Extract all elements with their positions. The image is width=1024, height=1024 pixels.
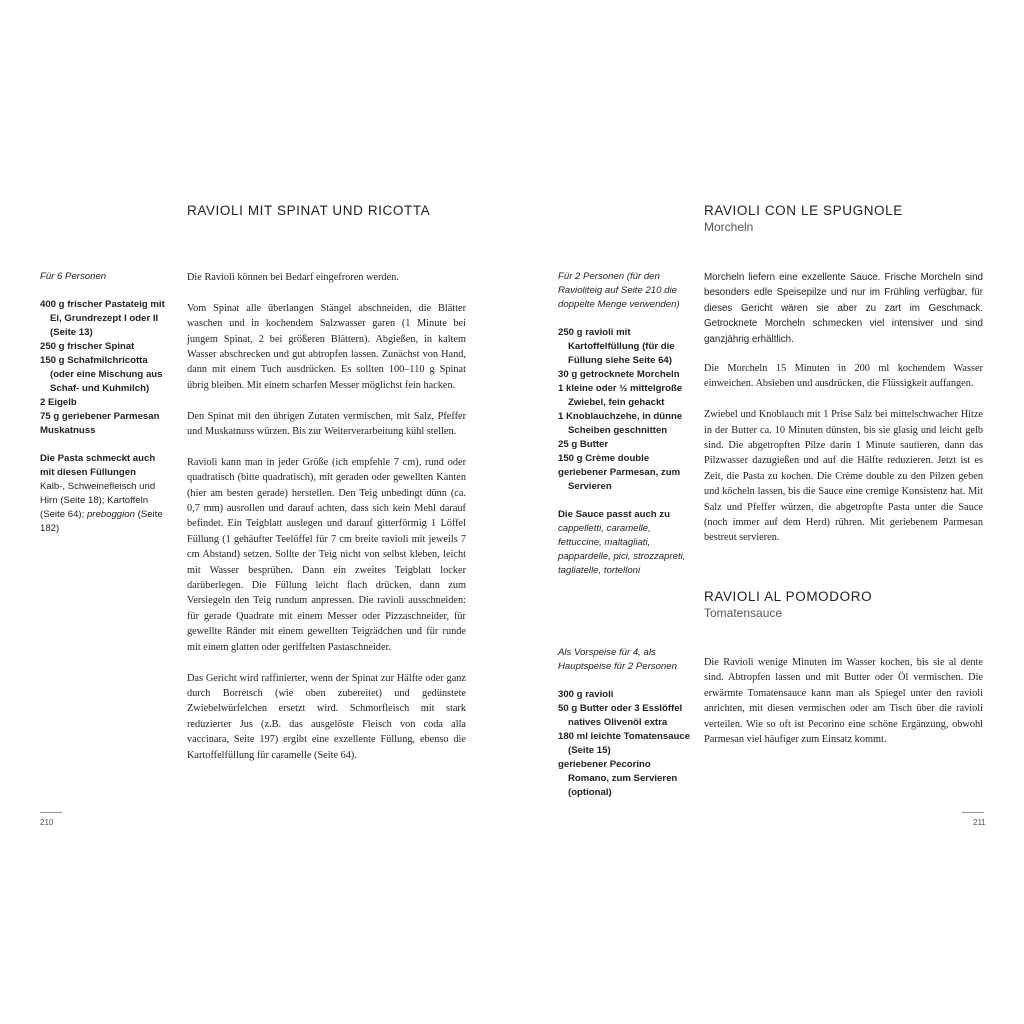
ingredient-item: 150 g Crème double [558,453,650,464]
ingredient-item: 400 g frischer Pastateig mit Ei, Grundrezept I oder II (Seite 13) [40,299,165,338]
page-number: 211 [973,818,986,827]
page-number: 210 [40,818,54,827]
recipe-title-spugnole: RAVIOLI CON LE SPUGNOLE [704,203,903,218]
paragraph: Ravioli kann man in jeder Größe (ich empfehle 7 cm), rund oder quadratisch (bitte quadratisch), mit geraden oder gewellten Kanten (hier am besten gerade) herstellen. Den Teig unbedingt dünn (ca. 0,7 mm) ausrollen und darauf achten, dass sich kein Mehl darauf befindet. Ein Teigblatt auslegen und darauf gitterförmig 1 Löffel Füllung (1 gehäufter Teelöffel für 7 cm breite ravioli mit jeweils 7 cm Abstand) setzen. Sollte der Teig nicht von selbst kleben, leicht mit Wasser besprühen. Dann ein zweites Teigblatt locker darüberlegen. Die Füllung leicht flach drücken, dann zum Versiegeln den Teig rundum anpressen. Die ravioli ausschneiden: für gerade Quadrate mit einem Messer oder Pizzaschneider, für gewellte Ränder mit einem gewellten Teigrädchen und für runde mit einem glatten oder geriffelten Pastaschneider. [187,456,466,653]
ingredient-item: Muskatnuss [40,425,96,436]
recipe-body-spinat [187,270,466,778]
ingredient-item: 180 ml leichte Tomatensauce (Seite 15) [558,731,691,756]
ingredient-item: geriebener Pecorino Romano, zum Servieren (optional) [558,759,678,798]
folio-rule [40,812,62,813]
serves-note: Für 6 Personen [40,271,107,282]
paragraph: Die Ravioli wenige Minuten im Wasser kochen, bis sie al dente sind. Abtropfen lassen und mit Butter oder Öl vermischen. Die erwärmte Tomatensauce kann man als Spiegel unter den ravioli anrichten, mit diesen vermischen oder am Tisch über die ravioli verteilen. Wie so oft ist Pecorino eine schöne Ergänzung, obwohl Parmesan viel häufiger zum Einsatz kommt. [704,657,983,746]
ingredients-sidebar-pomodoro [558,646,694,800]
serves-note: Als Vorspeise für 4, als Hauptspeise für 2 Personen [558,647,677,672]
ingredient-item: 250 g ravioli mit Kartoffelfüllung (für die Füllung siehe Seite 64) [558,327,675,366]
recipe-title-pomodoro: RAVIOLI AL POMODORO [704,589,873,604]
ingredient-item: 150 g Schafmilchricotta (oder eine Mischung aus Schaf- und Kuhmilch) [40,355,163,394]
ingredient-item: 1 kleine oder ½ mittelgroße Zwiebel, fein gehackt [558,383,683,408]
recipe-body-spugnole-steps [704,361,983,561]
recipe-body-spugnole [704,270,983,362]
folio-rule [962,812,984,813]
ingredient-item: 30 g getrocknete Morcheln [558,369,680,380]
fillings-text: Kalb-, Schweinefleisch und Hirn (Seite 18); Kartoffeln (Seite 64); preboggion (Seite 182) [40,481,163,534]
paragraph: Vom Spinat alle überlangen Stängel abschneiden, die Blätter waschen und in kochendem Salzwasser garen (1 Minute bei jungem Spinat, 2 bei größeren Blättern). Abgießen, in kaltem Wasser abschrecken und gut abtropfen lassen. Zunächst von Hand, dann mit einem Tuch ausdrücken. Es sollten 100–110 g Spinat übrig bleiben. Mit einem scharfen Messer möglichst fein hacken. [187,302,466,391]
paragraph: Das Gericht wird raffinierter, wenn der Spinat zur Hälfte oder ganz durch Borretsch (wie oben zubereitet) und gedünstete Zwiebelwürfelchen ersetzt wird. Schmorfleisch mit stark reduzierter Jus (z.B. das ausgelöste Fleisch von coda alla vaccinara, Seite 197) ergibt eine exzellente Füllung, ebenso die Kartoffelfüllung für caramelle (Seite 64). [187,672,466,761]
ingredients-sidebar-spinat [40,270,172,536]
paragraph: Morcheln liefern eine exzellente Sauce. Frische Morcheln sind besonders edle Speisepilze und nur im Frühling verfügbar, für dieses Gericht wären sie aber zu zart im Geschmack. Getrocknete Morcheln schmecken viel intensiver und sind ganzjährig erhältlich. [704,272,983,345]
ingredient-item: 300 g ravioli [558,689,614,700]
fillings-italic: preboggion [86,509,135,520]
ingredient-item: 75 g geriebener Parmesan [40,411,160,422]
paragraph: Die Morcheln 15 Minuten in 200 ml kochendem Wasser einweichen. Absieben und ausdrücken, die Flüssigkeit auffangen. [704,363,983,390]
ingredient-item: 250 g frischer Spinat [40,341,135,352]
ingredient-item: 50 g Butter oder 3 Esslöffel natives Olivenöl extra [558,703,683,728]
paragraph: Die Ravioli können bei Bedarf eingefroren werden. [187,272,399,283]
recipe-title-spinat: RAVIOLI MIT SPINAT UND RICOTTA [187,203,431,218]
right-page [512,0,1024,1024]
recipe-body-pomodoro [704,655,983,763]
ingredient-item: geriebener Parmesan, zum Servieren [558,467,681,492]
paragraph: Den Spinat mit den übrigen Zutaten vermischen, mit Salz, Pfeffer und Muskatnuss würzen. Bis zur Weiterverarbeitung kühl stellen. [187,410,466,438]
recipe-subtitle-spugnole: Morcheln [704,220,754,234]
ingredient-item: 1 Knoblauchzehe, in dünne Scheiben geschnitten [558,411,683,436]
paragraph: Zwiebel und Knoblauch mit 1 Prise Salz bei mittelschwacher Hitze in der Butter ca. 10 Minuten dünsten, bis sie glasig und leicht gelb sind. Die abgetropften Pilze darin 1 Minute sautieren, dann das Pilzwasser dazugießen und auf die Hälfte reduzieren. Jetzt ist es Zeit, die Pasta zu kochen. Die Crème double zu den Pilzen geben und köcheln lassen, bis die Sauce eine cremige Konsistenz hat. Mit Salz und Pfeffer würzen, die abgetropfte Pasta unter die Sauce (noch immer auf dem Herd) rühren. Mit geriebenem Parmesan bestreut servieren. [704,409,983,544]
recipe-subtitle-pomodoro: Tomatensauce [704,606,783,620]
ingredients-sidebar-spugnole [558,270,694,578]
sauce-pasta-list: cappelletti, caramelle, fettuccine, maltagliati, pappardelle, pici, strozzapreti, tagliatelle, tortelloni [558,523,686,576]
sauce-heading: Die Sauce passt auch zu [558,509,670,520]
serves-note: Für 2 Personen (für den Ravioliteig auf Seite 210 die doppelte Menge verwenden) [558,271,680,310]
fillings-heading: Die Pasta schmeckt auch mit diesen Füllungen [40,453,156,478]
ingredient-item: 2 Eigelb [40,397,77,408]
ingredient-item: 25 g Butter [558,439,609,450]
